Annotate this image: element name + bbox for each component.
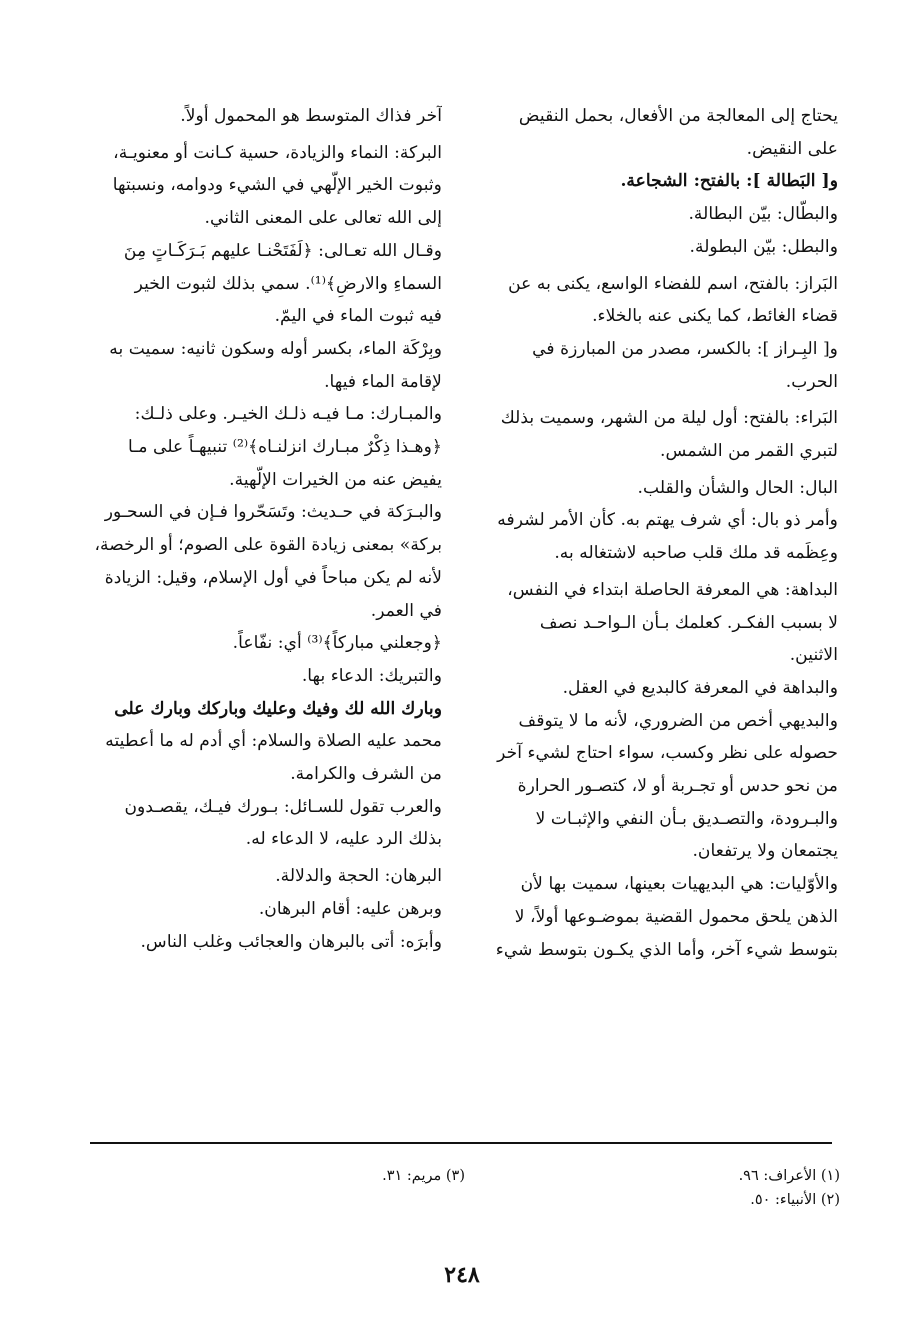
page-number: ٢٤٨ [444, 1262, 480, 1288]
text-line: والبديهي أخص من الضروري، لأنه ما لا يتوقف [518, 710, 838, 731]
text-line: بذلك الرد عليه، لا الدعاء له. [245, 829, 442, 850]
text-line: محمد عليه الصلاة والسلام: أي أدم له ما أعطيته [105, 731, 442, 752]
text-line: وبِرْكَة الماء، بكسر أوله وسكون ثانيه: سميت به [109, 338, 442, 359]
text-line: بتوسط شيء آخر، وأما الذي يكـون بتوسط شيء [495, 939, 838, 960]
entry-line: البركة: النماء والزيادة، حسية كـانت أو معنويـة، [113, 142, 442, 163]
text-line: آخر فذاك المتوسط هو المحمول أولاً. [180, 106, 442, 126]
entry-line: و[ البَطالة ]: بالفتح: الشجاعة. [620, 171, 838, 192]
text-line: والبـرودة، والتصـديق بـأن النفي والإثبـات لا [535, 808, 838, 829]
text-line: في العمر. [370, 600, 442, 621]
text-line: وبرهن عليه: أقام البرهان. [258, 898, 442, 919]
text-line: ﴿وهـذا ذِكْرٌ مبـارك انزلنـاه﴾⁽²⁾ تنبيهـاً على مـا [128, 437, 442, 458]
text-line: السماءِ والارضِ﴾⁽¹⁾. سمي بذلك لثبوت الخير [134, 273, 442, 294]
text-line: حصوله على نظر وكسب، سواء احتاج لشيء آخر [497, 743, 838, 764]
text-line: الحرب. [785, 371, 838, 392]
text-line: والعرب تقول للسـائل: بـورك فيـك، يقصـدون [124, 796, 442, 817]
entry-line: البَراء: بالفتح: أول ليلة من الشهر، وسميت بذلك [500, 408, 838, 429]
text-line: يفيض عنه من الخيرات الإلّهية. [229, 469, 442, 490]
entry-line: البال: الحال والشأن والقلب. [637, 477, 838, 498]
text-line: من الشرف والكرامة. [290, 764, 442, 785]
text-line: من نحو حدس أو تجـربة أو لا، كتصـور الحرارة [517, 776, 838, 797]
text-line: قضاء الغائط، كما يكنى عنه بالخلاء. [592, 306, 838, 327]
text-line: وعِظَمه قد ملك قلب صاحبه لاشتغاله به. [554, 543, 838, 564]
footnotes-left [120, 1164, 465, 1188]
text-line: والتبريك: الدعاء بها. [301, 665, 442, 686]
entry-line: البَراز: بالفتح، اسم للفضاء الواسع، يكنى به عن [508, 273, 838, 294]
footnote: (١) الأعراف: ٩٦. [738, 1168, 840, 1184]
text-line: والبطل: بيّن البطولة. [689, 236, 838, 257]
text-line: بركة» بمعنى زيادة القوة على الصوم؛ أو الرخصة، [94, 535, 442, 556]
text-line: الذهن يلحق محمول القضية بموضـوعها أولاً، لا [514, 906, 838, 927]
footnote: (٢) الأنبياء: ٥٠. [750, 1192, 840, 1208]
footnotes-right [520, 1164, 840, 1212]
text-line: و[ البِـراز ]: بالكسر، مصدر من المبارزة في [532, 338, 838, 359]
text-line: لتبري القمر من الشمس. [659, 441, 838, 462]
text-line: لأنه لم يكن مباحاً في أول الإسلام، وقيل: الزيادة [104, 567, 442, 588]
text-line: لإقامة الماء فيها. [324, 371, 442, 392]
text-line: والبطّال: بيّن البطالة. [688, 204, 838, 225]
text-line: وأبرَه: أتى بالبرهان والعجائب وغلب الناس. [140, 931, 442, 952]
entry-line: البرهان: الحجة والدلالة. [275, 866, 442, 887]
footnote-divider [90, 1142, 832, 1144]
footnote: (٣) مريم: ٣١. [382, 1168, 465, 1184]
left-text-column [52, 100, 442, 958]
text-line: والمبـارك: مـا فيـه ذلـك الخيـر. وعلى ذلـك: [134, 404, 442, 425]
text-line: وقـال الله تعـالى: ﴿لَفَتَحْنـا عليهم بَـرَكَـاتٍ مِنَ [123, 240, 442, 261]
text-line: إلى الله تعالى على المعنى الثاني. [204, 208, 442, 229]
text-line: يحتاج إلى المعالجة من الأفعال، بحمل النقيض [518, 106, 838, 126]
entry-line: البداهة: هي المعرفة الحاصلة ابتداء في النفس، [507, 579, 838, 600]
text-line: الاثنين. [789, 645, 838, 666]
text-line: فيه ثبوت الماء في اليمّ. [274, 306, 442, 327]
text-line: ﴿وجعلني مباركاً﴾⁽³⁾ أي: نفّاعاً. [232, 633, 442, 654]
text-line: لا بسبب الفكـر. كعلمك بـأن الـواحـد نصف [539, 612, 838, 633]
text-line: وثبوت الخير الإلّهي في الشيء ودوامه، ونسبتها [112, 175, 442, 196]
text-line: والبـرَكة في حـديث: وتَسَحّروا فـإن في السحـور [104, 502, 442, 523]
text-line: وأمر ذو بال: أي شرف يهتم به. كأن الأمر لشرفه [497, 510, 838, 531]
text-line: وبارك الله لك وفيك وعليك وباركك وبارك على [114, 698, 442, 719]
text-line: يجتمعان ولا يرتفعان. [692, 841, 838, 862]
text-line: والبداهة في المعرفة كالبديع في العقل. [562, 677, 838, 698]
entry-line: والأوّليات: هي البديهيات بعينها، سميت بها لأن [520, 874, 838, 895]
text-line: على النقيض. [746, 138, 838, 159]
right-text-column [448, 100, 838, 966]
